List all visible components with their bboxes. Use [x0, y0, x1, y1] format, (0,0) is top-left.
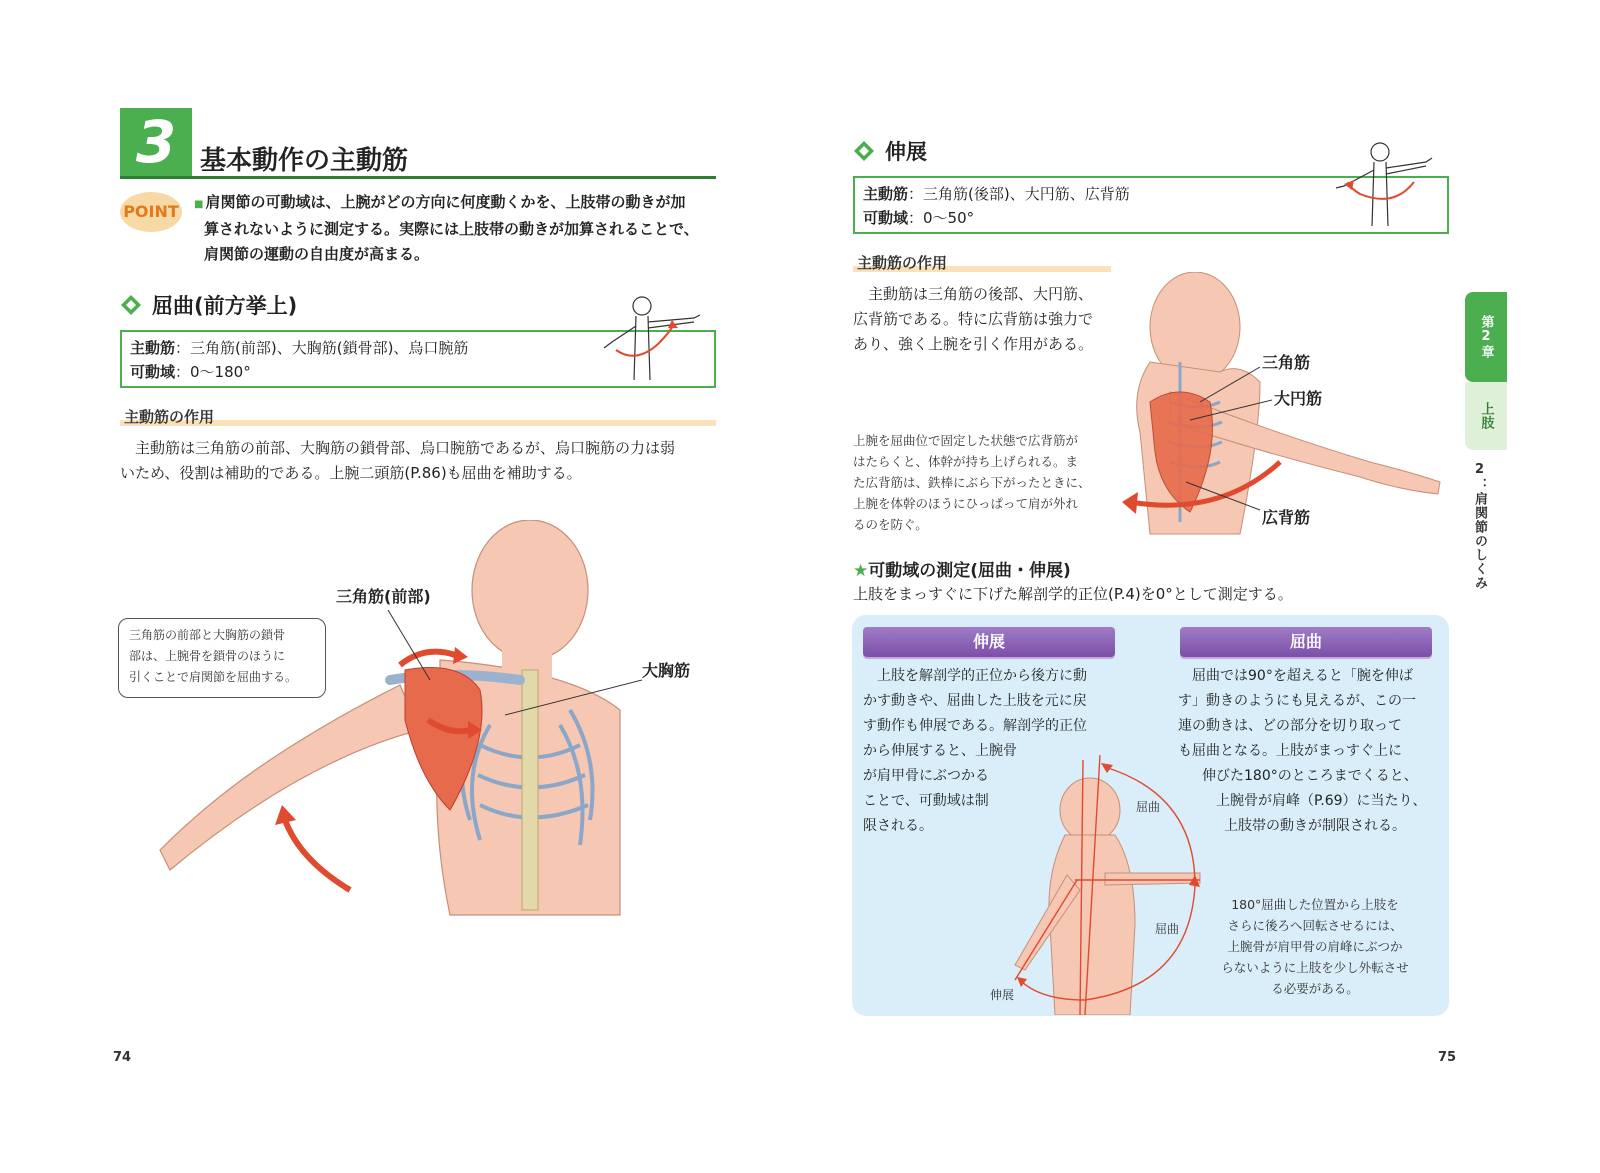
label-latissimus-dorsi: 広背筋 — [1262, 508, 1311, 527]
callout-line-3: 引くことで肩関節を屈曲する。 — [129, 670, 298, 684]
measure-title — [853, 556, 1071, 581]
flex-line-7: 上肢帯の動きが制限される。 — [1224, 818, 1406, 834]
label-deltoid: 三角筋 — [1262, 353, 1311, 372]
callout-line-2: 部は、上腕骨を鎖骨のほうに — [129, 649, 286, 663]
diagram-label-flexion-top: 屈曲 — [1136, 800, 1161, 814]
page-number-right: 75 — [1438, 1050, 1457, 1065]
flex-line-4: も屈曲となる。上肢がまっすぐ上に — [1178, 743, 1402, 759]
ext-line-5: が肩甲骨にぶつかる — [863, 768, 989, 784]
muscles-label: 主動筋 — [863, 185, 909, 203]
side-chapter-title: 2：肩関節のしくみ — [1472, 462, 1487, 590]
rom-diagram — [995, 755, 1210, 1015]
latissimus-note — [853, 430, 1113, 535]
role-line-2: いため、役割は補助的である。上腕二頭筋(P.86)も屈曲を補助する。 — [120, 464, 582, 482]
muscles-value: ：三角筋(前部)、大胸筋(鎖骨部)、烏口腕筋 — [175, 339, 469, 357]
flex-line-3: 連の動きは、どの部分を切り取って — [1178, 718, 1402, 734]
point-line-2: 算されないように測定する。実際には上肢帯の動きが加算されることで、 — [204, 220, 699, 238]
ext-line-3: す動作も伸展である。解剖学的正位 — [863, 718, 1087, 734]
flex-line-2: す」動きのようにも見えるが、この一 — [1178, 693, 1416, 709]
muscles-value: ：三角筋(後部)、大円筋、広背筋 — [908, 185, 1130, 203]
rom-note-line-1: 180°屈曲した位置から上肢を — [1231, 897, 1399, 912]
section-title: 基本動作の主動筋 — [200, 146, 409, 176]
flexion-pose-figure — [596, 292, 706, 384]
extension-heading-text: 伸展 — [885, 140, 927, 164]
diagram-label-flexion-mid: 屈曲 — [1155, 922, 1180, 936]
note-line-5: るのを防ぐ。 — [853, 517, 928, 532]
ext-line-6: ことで、可動域は制 — [863, 793, 989, 809]
section-number: 3 — [120, 108, 192, 176]
section-tab[interactable] — [1465, 382, 1507, 450]
chapter-tab[interactable] — [1465, 292, 1507, 382]
bullet-square-icon: ■ — [194, 199, 204, 210]
ext-line-1: 上肢を解剖学的正位から後方に動 — [877, 668, 1087, 684]
point-line-3: 肩関節の運動の自由度が高まる。 — [204, 245, 430, 263]
page-number-left: 74 — [113, 1050, 132, 1065]
flexion-label-bar: 屈曲 — [1180, 627, 1432, 657]
star-icon: ★ — [853, 561, 869, 581]
rom-note-line-5: る必要がある。 — [1271, 981, 1359, 996]
flexion-callout — [118, 618, 326, 698]
measure-title-text: 可動域の測定(屈曲・伸展) — [868, 561, 1071, 581]
section-tab-label: 上肢 — [1478, 402, 1494, 430]
label-pectoralis-major: 大胸筋 — [642, 661, 691, 680]
flexion-box-text — [1178, 664, 1443, 839]
rom-label: 可動域 — [863, 209, 909, 227]
role-line-1: 主動筋は三角筋の前部、大胸筋の鎖骨部、烏口腕筋であるが、烏口腕筋の力は弱 — [135, 439, 676, 457]
note-line-3: た広背筋は、鉄棒にぶら下がったときに、 — [853, 475, 1091, 490]
point-text — [194, 190, 724, 267]
ext-line-2: かす動きや、屈曲した上肢を元に戻 — [863, 693, 1087, 709]
diamond-icon — [853, 140, 875, 162]
role-line-2: 広背筋である。特に広背筋は強力で — [853, 310, 1094, 328]
note-line-1: 上腕を屈曲位で固定した状態で広背筋が — [853, 433, 1079, 448]
rom-label: 可動域 — [130, 363, 176, 381]
label-teres-major: 大円筋 — [1274, 389, 1323, 408]
extension-role-text — [853, 282, 1128, 357]
rom-value: ：0～180° — [175, 363, 251, 381]
rom-note-line-2: さらに後ろへ回転させるには、 — [1227, 918, 1403, 933]
extension-label-bar: 伸展 — [863, 627, 1115, 657]
diamond-icon — [120, 294, 142, 316]
point-badge: POINT — [120, 192, 182, 232]
flexion-anatomy-figure — [150, 520, 650, 920]
flexion-role-text — [120, 436, 720, 486]
role-line-3: あり、強く上腕を引く作用がある。 — [853, 335, 1094, 353]
flexion-heading — [120, 290, 297, 320]
note-line-4: 上腕を体幹のほうにひっぱって肩が外れ — [853, 496, 1079, 511]
measure-text: 上肢をまっすぐに下げた解剖学的正位(P.4)を0°として測定する。 — [853, 585, 1293, 603]
ext-line-4: から伸展すると、上腕骨 — [863, 743, 1017, 759]
rom-note-line-3: 上腕骨が肩甲骨の肩峰にぶつか — [1227, 939, 1403, 954]
rom-note — [1200, 894, 1430, 999]
section-title-rule — [120, 176, 716, 179]
extension-heading — [853, 136, 927, 166]
role-line-1: 主動筋は三角筋の後部、大円筋、 — [868, 285, 1094, 303]
extension-pose-figure — [1330, 138, 1440, 228]
ext-line-7: 限される。 — [863, 818, 933, 834]
flex-line-1: 屈曲では90°を超えると「腕を伸ば — [1192, 668, 1413, 684]
flex-line-6: 上腕骨が肩峰（P.69）に当たり、 — [1216, 793, 1427, 809]
rom-value: ：0～50° — [908, 209, 975, 227]
diagram-label-extension: 伸展 — [990, 988, 1015, 1002]
muscles-label: 主動筋 — [130, 339, 176, 357]
label-deltoid-front: 三角筋(前部) — [336, 587, 431, 606]
flexion-heading-text: 屈曲(前方挙上) — [152, 294, 298, 318]
callout-line-1: 三角筋の前部と大胸筋の鎖骨 — [129, 628, 286, 642]
point-line-1: 肩関節の可動域は、上腕がどの方向に何度動くかを、上肢帯の動きが加 — [205, 193, 686, 211]
role-heading: 主動筋の作用 — [124, 408, 215, 426]
flex-line-5: 伸びた180°のところまでくると、 — [1202, 768, 1418, 784]
rom-note-line-4: らないように上肢を少し外転させ — [1221, 960, 1409, 975]
note-line-2: はたらくと、体幹が持ち上げられる。ま — [853, 454, 1079, 469]
role-heading-right: 主動筋の作用 — [857, 254, 948, 272]
chapter-tab-label: 第2章 — [1478, 315, 1494, 359]
